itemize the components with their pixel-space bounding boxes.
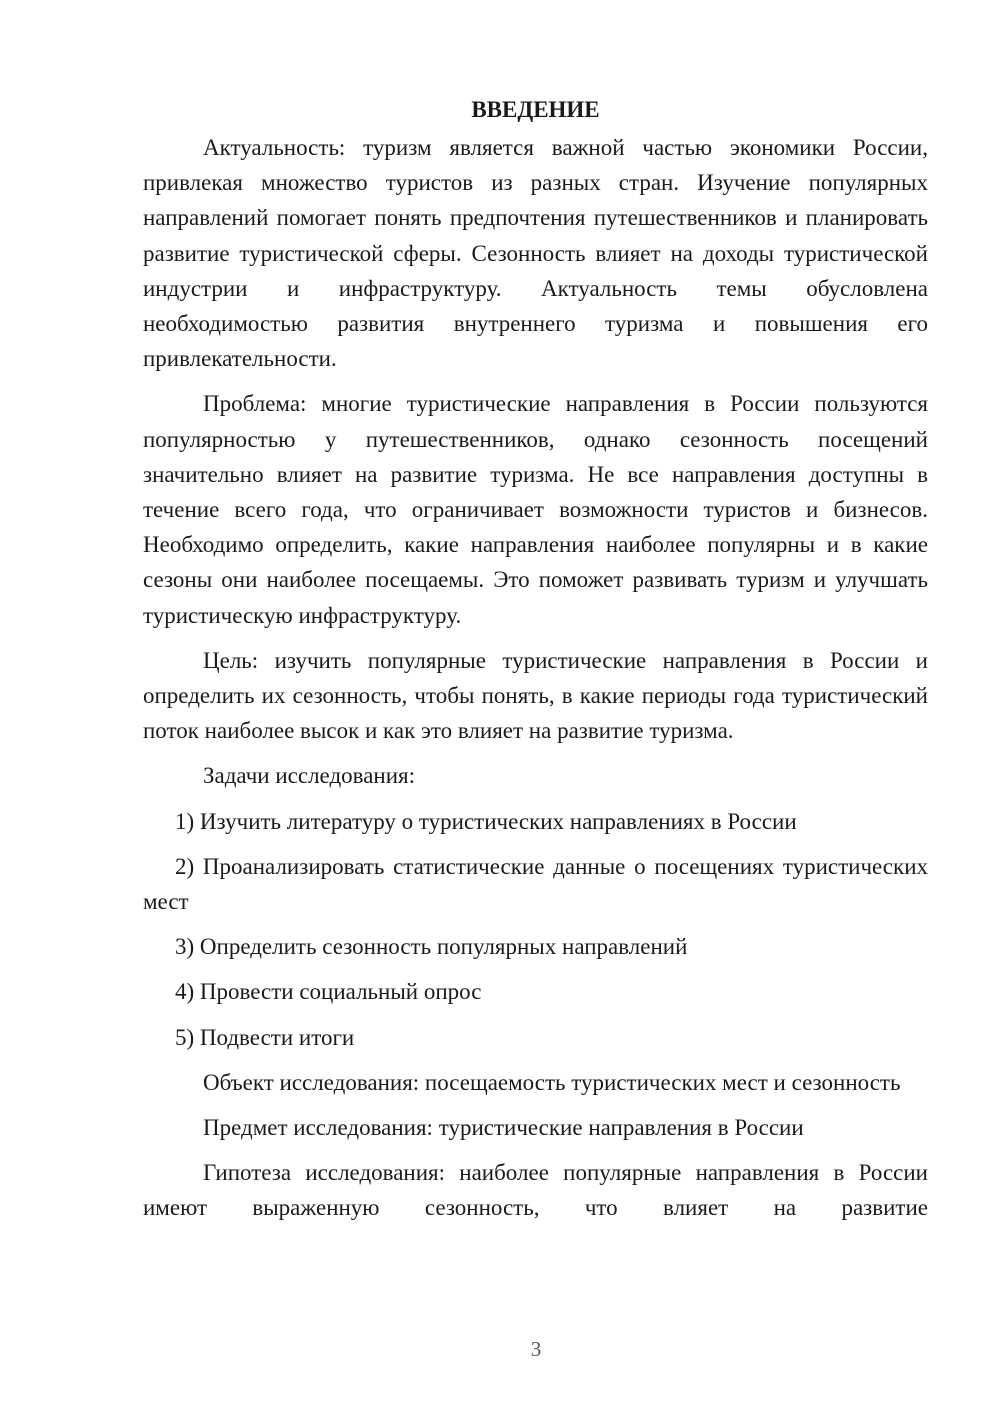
section-title: ВВЕДЕНИЕ bbox=[471, 97, 600, 122]
paragraph-goal: Цель: изучить популярные туристические направления в России и определить их сезонность, чтобы понять, в какие периоды года туристический поток наиболее высок и как это влияет на развитие туризма. bbox=[143, 647, 928, 744]
paragraph-relevance: Актуальность: туризм является важной частью экономики России, привлекая множество туристов из разных стран. Изучение популярных направлений помогает понять предпочтения путешественников и планировать развитие туристической сферы. Сезонность влияет на доходы туристической индустрии и инфраструктуру. Актуальность темы обусловлена необходимостью развития внутреннего туризма и повышения его привлекательности. bbox=[143, 135, 928, 372]
task-item-1: 1) Изучить литературу о туристических направлениях в России bbox=[175, 808, 797, 834]
task-item-3: 3) Определить сезонность популярных направлений bbox=[175, 934, 688, 960]
tasks-heading: Задачи исследования: bbox=[203, 763, 416, 789]
paragraph-hypothesis: Гипотеза исследования: наиболее популярные направления в России имеют выраженную сезонность, что влияет на развитие bbox=[143, 1160, 928, 1221]
page-content bbox=[143, 92, 928, 1236]
task-item-5: 5) Подвести итоги bbox=[175, 1024, 355, 1050]
page-number: 3 bbox=[530, 1337, 542, 1361]
task-item-4: 4) Провести социальный опрос bbox=[175, 979, 482, 1005]
paragraph-subject: Предмет исследования: туристические направления в России bbox=[203, 1115, 804, 1141]
paragraph-problem: Проблема: многие туристические направления в России пользуются популярностью у путешественников, однако сезонность посещений значительно влияет на развитие туризма. Не все направления доступны в течение всего года, что ограничивает возможности туристов и бизнесов. Необходимо определить, какие направления наиболее популярны и в какие сезоны они наиболее посещаемы. Это поможет развивать туризм и улучшать туристическую инфраструктуру. bbox=[143, 391, 928, 628]
task-item-2: 2) Проанализировать статистические данные о посещениях туристических мест bbox=[143, 853, 928, 915]
paragraph-object: Объект исследования: посещаемость туристических мест и сезонность bbox=[203, 1069, 901, 1095]
